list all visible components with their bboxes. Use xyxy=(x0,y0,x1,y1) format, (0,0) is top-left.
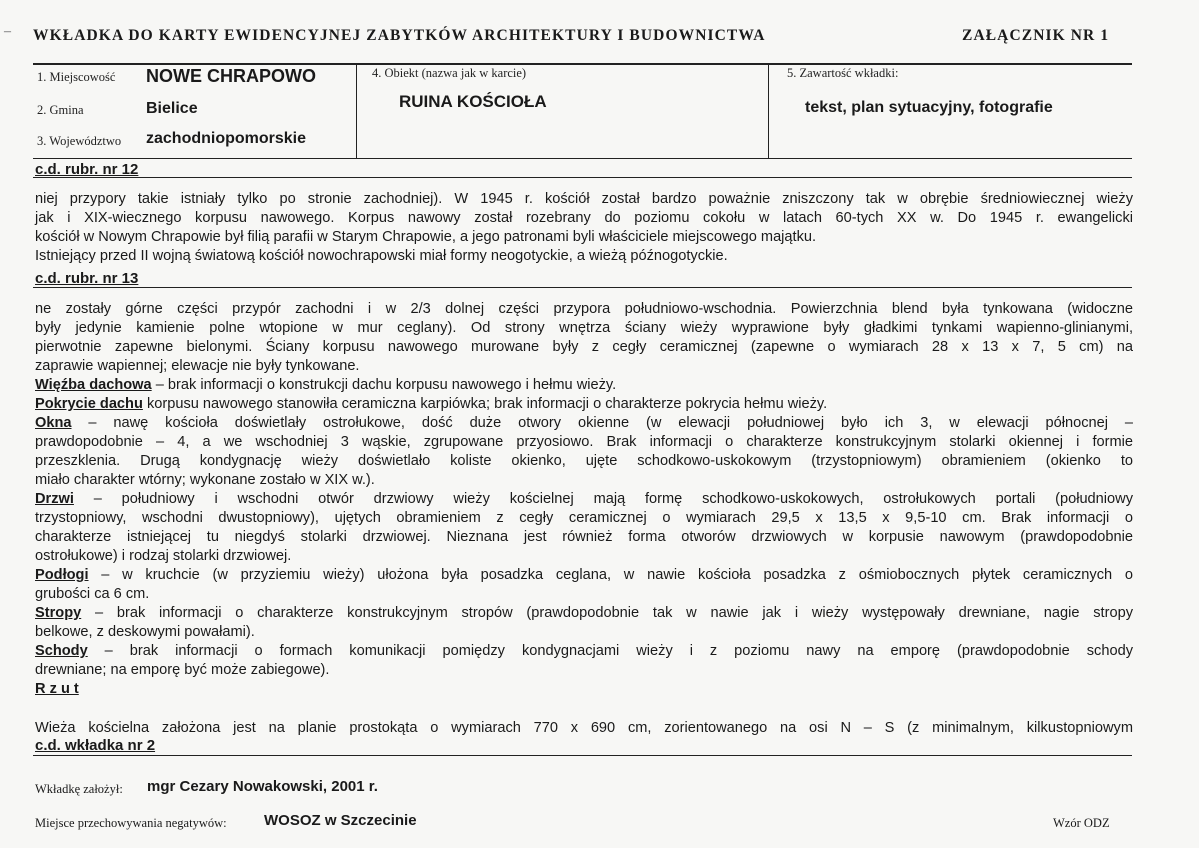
schody-keyword: Schody xyxy=(35,643,88,659)
schody-line: drewniane; na emporę być może zabiegowe). xyxy=(35,662,330,678)
wiezba-paragraph xyxy=(35,376,1133,395)
rubr12-rule xyxy=(33,177,1132,178)
author-label: Wkładkę założył: xyxy=(35,782,123,796)
negatives-value: WOSOZ w Szczecinie xyxy=(264,812,417,829)
rubr12-line: kościół w Nowym Chrapowie był filią parafii w Starym Chrapowie, a jego patronami byli właściciele miejscowego majątku. xyxy=(35,229,817,245)
drzwi-text: – południowy i wschodni otwór drzwiowy wieży kościelnej mają formę schodkowo-uskokowych, ostrołukowych portali (południowy xyxy=(73,491,1133,507)
top-rule xyxy=(33,63,1132,65)
rubr12-paragraph xyxy=(35,190,1133,266)
obiekt-label: 4. Obiekt (nazwa jak w karcie) xyxy=(372,66,527,80)
form-code: Wzór ODZ xyxy=(1053,816,1110,830)
zawartosc-label: 5. Zawartość wkładki: xyxy=(787,66,899,80)
schody-first-line xyxy=(35,642,1133,661)
gmina-label: 2. Gmina xyxy=(37,103,84,117)
negatives-label: Miejsce przechowywania negatywów: xyxy=(35,816,227,830)
grid-bottom-rule xyxy=(33,158,1132,159)
gmina-value: Bielice xyxy=(146,100,198,117)
annex-number: ZAŁĄCZNIK NR 1 xyxy=(962,27,1110,44)
drzwi-keyword: Drzwi xyxy=(35,491,74,507)
miejscowosc-label: 1. Miejscowość xyxy=(37,70,116,84)
stropy-first-line xyxy=(35,604,1133,623)
wiezba-text: – brak informacji o konstrukcji dachu korpusu nawowego i hełmu wieży. xyxy=(151,377,617,393)
okna-line: miało charakter wtórny; wykonane zostało w XIX w.). xyxy=(35,472,375,488)
drzwi-line: trzystopniowy, wschodni dwustopniowy), ujętych obramieniem z cegły ceramicznej o wymiarach 29,5 x 13,5 x 9,5-10 cm. Brak informacji o xyxy=(35,510,1133,526)
wojewodztwo-label: 3. Województwo xyxy=(37,134,122,148)
miejscowosc-value: NOWE CHRAPOWO xyxy=(146,66,316,86)
rubr12-heading: c.d. rubr. nr 12 xyxy=(35,161,139,178)
rzut-heading-line xyxy=(35,680,1133,699)
rubr13-heading: c.d. rubr. nr 13 xyxy=(35,270,139,287)
okna-text: – nawę kościoła doświetlały ostrołukowe, dość duże otwory okienne (w elewacji południowej było ich 3, w elewacji północnej – xyxy=(71,415,1133,431)
okna-first-line xyxy=(35,414,1133,433)
podlogi-line: grubości ca 6 cm. xyxy=(35,586,150,602)
continuation-note: c.d. wkładka nr 2 xyxy=(35,737,156,754)
wojewodztwo-value: zachodniopomorskie xyxy=(146,130,307,147)
pokrycie-paragraph xyxy=(35,395,1133,414)
rzut-text: Wieża kościelna założona jest na planie prostokąta o wymiarach 770 x 690 cm, zorientowanego na osi N – S (z minimalnym, kilkustopniowym xyxy=(35,720,1133,736)
zawartosc-value: tekst, plan sytuacyjny, fotografie xyxy=(805,99,1053,116)
okna-line: prawdopodobnie – 4, a we wschodniej 3 wąskie, zgrupowane przyosiowo. Brak informacji o charakterze konstrukcyjnym stolarki okiennej i formie xyxy=(35,434,1133,450)
column-divider-1 xyxy=(356,64,357,158)
podlogi-text: – w kruchcie (w przyziemiu wieży) ułożona była posadzka ceglana, w nawie kościoła posadzka z ośmiobocznych płytek ceramicznych o xyxy=(88,567,1133,583)
drzwi-line: ostrołukowe) i rodzaj stolarki drzwiowej. xyxy=(35,548,292,564)
rubr12-line: jak i XIX-wiecznego korpusu nawowego. Korpus nawowy został rozebrany do poziomu cokołu w latach 60-tych XX w. Do 1945 r. ewangelicki xyxy=(35,210,1133,226)
rubr13-body xyxy=(35,300,1133,699)
rubr12-line: Istniejący przed II wojną światową kościół nowochrapowski miał formy neogotyckie, a wieżą późnogotyckie. xyxy=(35,248,728,264)
okna-line: przeszklenia. Drugą kondygnację wieży doświetlało koliste okienko, ujęte schodkowo-uskokowym (trzystopniowym) obramieniem (okienko to xyxy=(35,453,1133,469)
drzwi-line: charakterze istniejącej tu niegdyś stolarki drzwiowej. Nieznana jest również forma otworów drzwiowych w korpusie nawowym (prawdopodobnie xyxy=(35,529,1133,545)
rzut-paragraph xyxy=(35,719,1133,738)
obiekt-value: RUINA KOŚCIOŁA xyxy=(399,92,547,111)
schody-text: – brak informacji o formach komunikacji pomiędzy kondygnacjami wieży i z poziomu nawy na emporę (prawdopodobnie schody xyxy=(87,643,1133,659)
pokrycie-text: korpusu nawowego stanowiła ceramiczna karpiówka; brak informacji o charakterze pokrycia hełmu wieży. xyxy=(142,396,828,412)
wiezba-keyword: Więźba dachowa xyxy=(35,377,152,393)
podlogi-first-line xyxy=(35,566,1133,585)
rubr13-rule xyxy=(33,287,1132,288)
rubr13-intro-line: pierwotnie zapewne bielonymi. Ściany korpusu nawowego murowane były z cegły ceramicznej (zapewne o wymiarach 28 x 13 x 7, 5 cm) na xyxy=(35,339,1133,355)
rubr13-intro-line: ne zostały górne części przypór zachodni i w 2/3 dolnej części przypora południowo-wschodnia. Powierzchnia blend była tynkowana (widoczne xyxy=(35,301,1133,317)
rubr12-line: niej przypory takie istniały tylko po stronie zachodniej). W 1945 r. kościół został bardzo poważnie zniszczony tak w obrębie średniowiecznej wieży xyxy=(35,191,1133,207)
author-value: mgr Cezary Nowakowski, 2001 r. xyxy=(147,778,378,795)
rzut-keyword: R z u t xyxy=(35,681,79,697)
pokrycie-keyword: Pokrycie dachu xyxy=(35,396,143,412)
stropy-text: – brak informacji o charakterze konstrukcyjnym stropów (prawdopodobnie tak w nawie jak i wieży występowały drewniane, nagie stropy xyxy=(81,605,1133,621)
drzwi-first-line xyxy=(35,490,1133,509)
margin-dash: – xyxy=(4,24,11,39)
stropy-line: belkowe, z deskowymi powałami). xyxy=(35,624,255,640)
document-title: WKŁADKA DO KARTY EWIDENCYJNEJ ZABYTKÓW ARCHITEKTURY I BUDOWNICTWA xyxy=(33,27,766,44)
rubr13-intro-line: zaprawie wapiennej; elewacje nie były tynkowane. xyxy=(35,358,360,374)
continuation-rule xyxy=(33,755,1132,756)
column-divider-2 xyxy=(768,64,769,158)
podlogi-keyword: Podłogi xyxy=(35,567,89,583)
okna-keyword: Okna xyxy=(35,415,72,431)
rubr13-intro-line: były jedynie kamienie polne wtopione w mur ceglany). Od strony wnętrza ściany wieży wyprawione były gładkimi tynkami wapienno-glinianymi, xyxy=(35,320,1133,336)
stropy-keyword: Stropy xyxy=(35,605,82,621)
